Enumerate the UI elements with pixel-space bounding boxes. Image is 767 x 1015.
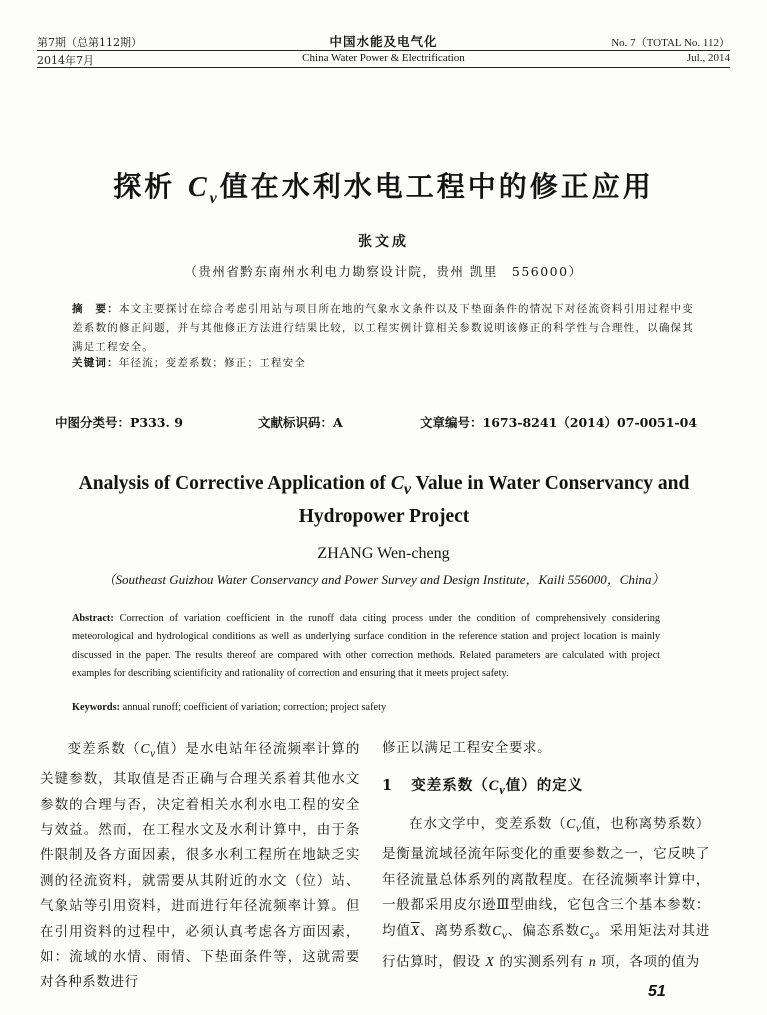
paper-title-en: Analysis of Corrective Application of $C_v$ Value in Water Conservancy and Hydropower Project <box>78 473 690 527</box>
abstract-en-label: Abstract: <box>72 613 114 624</box>
article-number: 文章编号：1673-8241（2014）07-0051-04 <box>420 415 698 430</box>
body-left-column: 变差系数（$C_v$值）是水电站年径流频率计算的关键参数，其取值是否正确与合理关系着其他水文参数的合理与否，决定着相关水利水电工程的安全与效益。然而，在工程水文及水利计算中，由于条件限制及各方面因素，很多水利工程所在地缺乏实测的径流资料，就需要从其附近的水文（位）站、气象站等引用资料，进而进行年径流频率计算。但在引用资料的过程中，必须认真考虑各方面因素，如：流域的水情、雨情、下垫面条件等，这就需要对各种系数进行 <box>40 741 360 991</box>
keywords-en-label: Keywords: <box>72 702 121 713</box>
author-en: ZHANG Wen-cheng <box>317 545 450 562</box>
affiliation-cn: （贵州省黔东南州水利电力勘察设计院，贵州 凯里 556000） <box>184 264 583 279</box>
author-cn: 张文成 <box>358 234 409 250</box>
abstract-en <box>72 610 660 683</box>
header-issue-en: No. 7（TOTAL No. 112） <box>611 37 730 49</box>
header-journal-en: China Water Power & Electrification <box>302 52 465 64</box>
header-journal-cn: 中国水能及电气化 <box>329 34 438 49</box>
header-date-cn: 2014年7月 <box>37 54 94 67</box>
keywords-en <box>72 702 386 713</box>
body-right-paragraph: 在水文学中，变差系数（$C_v$值，也称离势系数）是衡量流域径流年际变化的重要参数之一，它反映了年径流量总体系列的离散程度。在径流频率计算中，一般都采用皮尔逊Ⅲ型曲线，它包含三个基本参数：均值$\overline{X}$、离势系数$C_v$、偏态系数$C_s$。采用矩法对其进行估算时，假设 X 的实测系列有 n 项，各项的值为 <box>382 816 710 971</box>
keywords-cn <box>72 355 306 370</box>
header-date-en: Jul., 2014 <box>686 52 730 64</box>
keywords-en-text: annual runoff; coefficient of variation; correction; project safety <box>122 702 387 713</box>
clc-number: 中图分类号：P333. 9 <box>55 415 183 430</box>
paper-title-cn: 探析 $C_v$值在水利水电工程中的修正应用 <box>113 170 654 207</box>
body-right-continuation: 修正以满足工程安全要求。 <box>382 740 552 756</box>
keywords-cn-label: 关键词： <box>72 357 119 369</box>
affiliation-en: （Southeast Guizhou Water Conservancy and Power Survey and Design Institute，Kaili 556000，China） <box>102 572 665 587</box>
abstract-cn <box>72 300 694 357</box>
header-rule-top <box>37 50 730 51</box>
header-issue-cn: 第7期（总第112期） <box>37 36 142 49</box>
header-rule-bottom <box>37 67 730 68</box>
document-code: 文献标识码：A <box>258 415 343 430</box>
section-heading-1: 1 变差系数（$C_v$值）的定义 <box>382 777 584 797</box>
abstract-cn-label: 摘 要： <box>72 303 119 315</box>
page-number: 51 <box>648 983 666 1000</box>
keywords-cn-text: 年径流；变差系数；修正；工程安全 <box>118 357 307 369</box>
abstract-cn-text: 本文主要探讨在综合考虑引用站与项目所在地的气象水文条件以及下垫面条件的情况下对径流资料引用过程中变差系数的修正问题，并与其他修正方法进行结果比较，以工程实例计算相关参数说明该修正的科学性与合理性，以确保其满足工程安全。 <box>72 303 694 353</box>
abstract-en-text: Correction of variation coefficient in the runoff data citing process under the condition of comprehensively considering meteorological and hydrological conditions as well as underlying surface condition in the reference station and project location is mainly discussed in the paper. The results thereof are compared with other correction methods. Related parameters are calculated with project examples for describing scientificity and rationality of correction and ensuring that it meets project safety. <box>72 613 660 679</box>
